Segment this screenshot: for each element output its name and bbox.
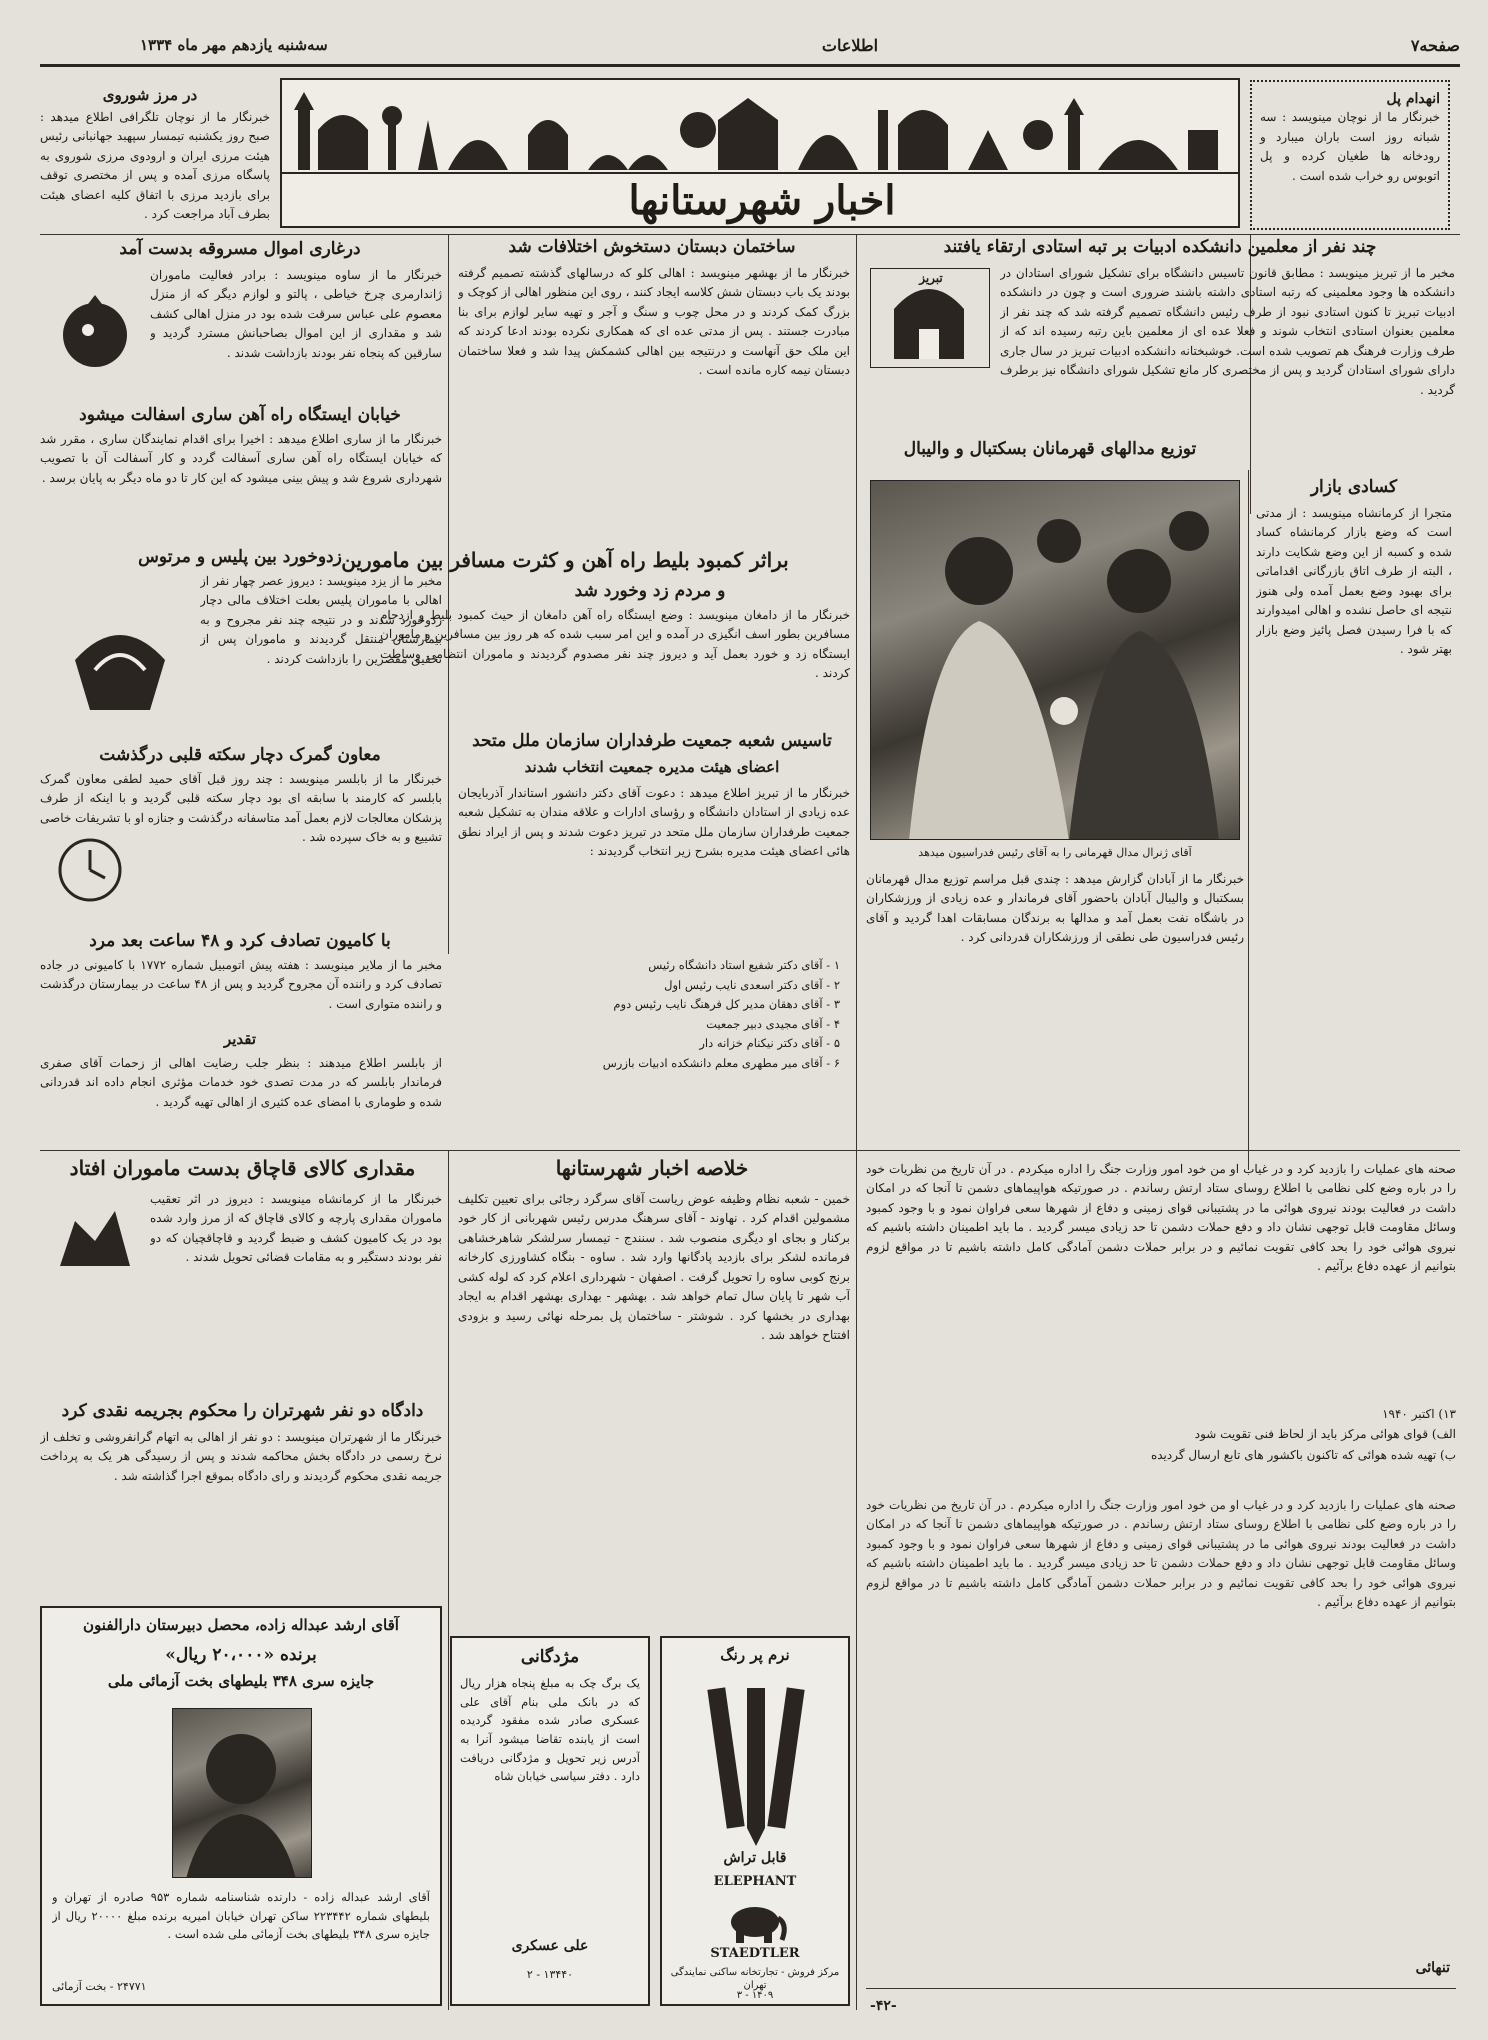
right-list-item: ب) تهیه شده هوائی که تاکنون باکشور های تابع ارسال گردیده: [1150, 1447, 1456, 1462]
saveh-logo: [50, 280, 140, 380]
railway-road-body: خبرنگار ما از ساری اطلاع میدهد : اخیرا برای اقدام نمایندگان ساری ، مقرر شد که خیابان ایستگاه راه آهن ساری آسفالت گردد و کار آسفالت آن با تصویب شهرداری شروع شد و پیش بینی میشود که این کار تا دو ماه دیگر به پایان برسد .: [40, 432, 442, 485]
court-title: دادگاه دو نفر شهرتران را محکوم بجریمه نقدی کرد: [61, 1401, 424, 1421]
school-body: خبرنگار ما از بهشهر مینویسد : اهالی کلو که درسالهای گذشته تصمیم گرفته بودند یک باب دبستان شش کلاسه ایجاد کنند ، روی این منظور اهالی از کوچک و بزرگ کمک کردند و در محل چوب و سنگ و آجر و تهیه سایر لوازم برای بنا مبادرت جستند . پس از مدتی عده ای که همکاری نکرده بودند ادعا کردند که این ملک حق آنهاست و درنتیجه بین اهالی کشمکش پیدا شد و فعلا ساختمان دبستان نیمه کاره مانده است .: [458, 266, 850, 378]
issue-date: سه‌شنبه یازدهم مهر ماه ۱۳۳۴: [140, 36, 328, 54]
railway-road-title: خیابان ایستگاه راه آهن ساری اسفالت میشود: [79, 405, 401, 425]
sports-title: توزیع مدالهای قهرمانان بسکتبال و والیبال: [903, 439, 1197, 459]
summary-title: خلاصه اخبار شهرستانها: [555, 1156, 749, 1180]
mozhdegani-signature: علی عسکری: [511, 1938, 589, 1954]
handshake-photo-icon: [870, 481, 1239, 840]
masthead-title: اخبار شهرستانها: [628, 177, 896, 224]
paper-name: اطلاعات: [821, 36, 879, 55]
bridge-title: انهدام پل: [1386, 91, 1440, 107]
un-members-list: [470, 956, 840, 1086]
contraband-title: مقداری کالای قاچاق بدست ماموران افتاد: [69, 1156, 416, 1180]
pomegranate-icon: [50, 280, 140, 380]
pencil-maker: STAEDTLER: [710, 1946, 800, 1961]
lottery-ad: [40, 1606, 442, 2006]
pencil-ad: [660, 1636, 850, 2006]
court-body: خبرنگار ما از شهرتران مینویسد : دو نفر از اهالی به اتهام گرانفروشی و تخلف از نرخ رسمی در دادگاه بخش محاکمه شدند و پس از رسیدگی هر یک به پرداخت جریمه نقدی محکوم گردیدند و رای دادگاه بموقع اجرا گذاشته شد .: [40, 1430, 442, 1483]
thanks-body: از بابلسر اطلاع میدهند : بنظر جلب رضایت اهالی از زحمات آقای صفری فرماندار بابلسر که در مدت تصدی خود خدمات مؤثری انجام داده اند قدردانی شده و طوماری با امضای عده کثیری از اهالی تهیه گردید .: [40, 1056, 442, 1109]
pencil-footer: مرکز فروش - تجارتخانه ساکنی نمایندگی تهران: [670, 1967, 840, 1991]
elephant-icon: [720, 1894, 790, 1944]
un-member: ۱ - آقای دکتر شفیع استاد دانشگاه رئیس: [648, 958, 840, 972]
un-member: ۵ - آقای دکتر نیکنام خزانه دار: [699, 1036, 840, 1051]
un-body: خبرنگار ما از تبریز اطلاع میدهد : دعوت آقای دکتر دانشور استاندار آذربایجان عده زیادی از استادان دانشگاه و رؤسای ادارات و علاقه مندان به تشکیل شعبه جمعیت طرفداران سازمان ملل متحد در تبریز دعوت شدند و پس از ایراد نطق هائی اعضای هیئت مدیره بشرح زیر انتخاب گردیدند :: [458, 786, 850, 859]
border-body: خبرنگار ما از نوچان تلگرافی اطلاع میدهد : صبح روز یکشنبه تیمسار سپهبد جهانبانی رئیس هیئت مرزی ایران و ارودوی مرزی شوروی به پاسگاه مرزی آمده و پس از مختصری توقف برای بازدید مرزی با اتفاق کلیه اعضای هیئت بطرف آباد مراجعت کرد .: [40, 110, 270, 222]
lottery-code: ۲۴۷۷۱ - بخت آزمائی: [52, 1980, 147, 1993]
un-subtitle: اعضای هیئت مدیره جمعیت انتخاب شدند: [524, 758, 780, 776]
right-article-continued: صحنه های عملیات را بازدید کرد و در غیاب او من خود امور وزارت جنگ را اداره میکردم . در آن تاریخ من نظریات خود را در باره وضع کلی نظامی با اطلاع روسای ستاد ارتش رساندم . در صورتیکه هواپیماهای دشمن تا آنجا که در امکان داشت در فعالیت بودند نیروی هوائی ما در پشتیبانی قوای زمینی و دفاع از شهرها سعی فراوان نمود و با وجود کمبود وسائل مقاومت قابل توجهی نشان داد و دفع حملات دشمن تا حد زیادی میسر گردید . ما باید اطمینان داشته باشیم که نیروی هوائی خود را بحد کافی تقویت نمائیم و در برابر حملات دشمن آمادگی کامل داشته باشیم تا در مواقع لزوم بتوانیم از عهده دفاع برآئیم .: [866, 1498, 1456, 1610]
pencil-brand-top: نرم پر رنگ: [720, 1646, 790, 1664]
right-article-body: صحنه های عملیات را بازدید کرد و در غیاب او من خود امور وزارت جنگ را اداره میکردم . در آن تاریخ من نظریات خود را در باره وضع کلی نظامی با اطلاع روسای ستاد ارتش رساندم . در صورتیکه هواپیماهای دشمن تا آنجا که در امکان داشت در فعالیت بودند نیروی هوائی ما در پشتیبانی قوای زمینی و دفاع از شهرها سعی فراوان نمود و با وجود کمبود وسائل مقاومت قابل توجهی نشان داد و دفع حملات دشمن تا حد زیادی میسر گردید . ما باید اطمینان داشته باشیم که نیروی هوائی خود را بحد کافی تقویت نمائیم و در برابر حملات دشمن آمادگی کامل داشته باشیم تا در مواقع لزوم بتوانیم از عهده دفاع برآئیم .: [866, 1162, 1456, 1274]
isfahan-logo: [60, 600, 180, 730]
kermanshah-emblem-icon: [50, 1196, 140, 1276]
customs-body: خبرنگار ما از بابلسر مینویسد : چند روز قبل آقای حمید لطفی معاون گمرک بابلسر که کارمند با سابقه ای بود دچار سکته قلبی گردید و با اینکه از طرف پزشکان معالجات لازم بعمل آمد متاسفانه درگذشت و جنازه او با تشریفات خاصی تشییع و به خاک سپرده شد .: [40, 772, 442, 845]
bridge-box: [1250, 80, 1450, 230]
right-article-list: [866, 1404, 1456, 1494]
mozhdegani-ad: [450, 1636, 650, 2006]
truck-body: مخبر ما از ملایر مینویسد : هفته پیش اتومبیل شماره ۱۷۷۲ با کامیونی در جاده تصادف کرد و راننده آن مجروح گردید و پس از ۴۸ ساعت در بیمارستان درگذشت و راننده متواری است .: [40, 958, 442, 1011]
mozhdegani-code: ۱۳۴۴۰ - ۲: [526, 1968, 574, 1981]
lottery-body: آقای ارشد عبداله زاده - دارنده شناسنامه شماره ۹۵۳ صادره از تهران و بلیطهای شماره ۲۲۳۴۴۲ ساکن تهران خیابان امیریه برنده مبلغ ۲۰۰۰۰ ریال از جایزه سری ۳۴۸ بلیطهای بخت آزمائی ملی شده است .: [52, 1890, 430, 1942]
summary-body: خمین - شعبه نظام وظیفه عوض ریاست آقای سرگرد رجائی برای تعیین تکلیف مشمولین اقدام کرد . نهاوند - آقای سرهنگ مدرس رئیس شهربانی از کار خود برکنار و بجای او دیگری منصوب شد . سنندج - تیمسار سرلشکر شاهرخشاهی فرمانده لشکر برای بازدید پادگانها وارد شد . ساوه - بنگاه کشاورزی کارخانه برنج کوبی ساوه را تحویل گرفت . اصفهان - شهرداری اعلام کرد که لوله کشی آب شهر تا پایان سال تمام خواهد شد . بهشهر - بهداری بهشهر اقدام به ایجاد بهداری در بخشها کرد . شوشتر - ساختمان پل بمرحله نهائی رسید و بزودی افتتاح خواهد شد .: [458, 1192, 850, 1343]
winner-portrait: [172, 1708, 312, 1878]
collision-title: زدوخورد بین پلیس و مرتوس: [138, 547, 342, 567]
thanks-title: تقدیر: [223, 1030, 257, 1048]
lottery-prize: برنده «۲۰،۰۰۰ ریال»: [165, 1645, 317, 1665]
right-list-item: ۱۳) اکتبر ۱۹۴۰: [1382, 1407, 1456, 1421]
tickets-subtitle: و مردم زد وخورد شد: [574, 581, 726, 601]
bazaar-title: کسادی بازار: [1310, 477, 1398, 497]
un-member: ۶ - آقای میر مطهری معلم دانشکده ادبیات بازرس: [602, 1055, 840, 1070]
kermanshah-logo: [50, 1196, 140, 1276]
mozhdegani-body: یک برگ چک به مبلغ پنجاه هزار ریال که در بانک ملی بنام آقای علی عسکری صادر شده مفقود گردیده است از یابنده تقاضا میشود آنرا به آدرس زیر تحویل و مژدگانی دریافت دارد . دفتر سیاسی خیابان شاه: [460, 1676, 640, 1784]
isfahan-emblem-icon: [60, 600, 180, 730]
right-list-item: الف) قوای هوائی مرکز باید از لحاظ فنی تقویت شود: [1194, 1427, 1456, 1442]
sports-body: خبرنگار ما از آبادان گزارش میدهد : چندی قبل مراسم توزیع مدال قهرمانان بسکتبال و والیبال آبادان باحضور آقای فرماندار و عده زیادی از ورزشکاران در باشگاه نفت بعمل آمد و مدالها به برندگان مسابقات اهدا گردید و آقای رئیس فدراسیون طی نطقی از ورزشکاران قدردانی کرد .: [866, 872, 1244, 945]
tabriz-label: تبریز: [919, 271, 943, 285]
un-member: ۳ - آقای دهقان مدیر کل فرهنگ نایب رئیس دوم: [613, 997, 840, 1012]
page-number: -۴۲-: [870, 1998, 897, 2014]
bridge-body: خبرنگار ما از نوچان مینویسد : سه شبانه روز است باران میبارد و رودخانه ها طغیان کرده و پل اتوبوس رو خراب شده است .: [1260, 110, 1440, 183]
customs-title: معاون گمرک دچار سکته قلبی درگذشت: [99, 745, 381, 765]
university-body: مخبر ما از تبریز مینویسد : مطابق قانون تاسیس دانشگاه برای تشکیل شورای استادان در دانشکده ها وجود معلمینی که رتبه استادی داشته باشند ضروری است و چون در دانشکده ادبیات تبریز تا کنون استادی نبود از طرف رئیس دانشگاه تصمیم گرفته شد که چند نفر از معلمین بعنوان استادی انتخاب شوند و فعلا عده ای از معلمین باین رتبه رسیده اند که از طرف وزارت فرهنگ هم تصویب شده است. خوشبختانه دانشکده ادبیات تبریز در سال جاری دارای شورای استادان گردید و پس از مختصری کار مانع تشکیل شورای دانشگاه نیز برطرف گردید .: [1000, 266, 1455, 397]
contraband-body: خبرنگار ما از کرمانشاه مینویسد : دیروز در اثر تعقیب ماموران مقداری پارچه و کالای قاچاق که از مرز وارد شده بود در یک کامیون کشف و ضبط گردید و قاچاقچیان که دو نفر بودند دستگیر و به مقامات قضائی تحویل شدند .: [150, 1192, 442, 1265]
tabriz-icon-frame: [870, 268, 990, 368]
lottery-series: جایزه سری ۳۴۸ بلیطهای بخت آزمائی ملی: [107, 1672, 375, 1690]
clock-icon: [50, 830, 130, 910]
lottery-title: آقای ارشد عبداله زاده، محصل دبیرستان دارالفنون: [83, 1616, 399, 1634]
masthead-banner: [280, 78, 1240, 228]
mozhdegani-title: مژدگانی: [520, 1647, 580, 1667]
page-label: صفحه۷: [1410, 36, 1460, 55]
goods-title: درغاری اموال مسروقه بدست آمد: [119, 239, 361, 259]
school-title: ساختمان دبستان دستخوش اختلافات شد: [508, 237, 796, 257]
tickets-title: براثر کمبود بلیط راه آهن و کثرت مسافر بین مامورین: [341, 548, 789, 572]
un-member: ۲ - آقای دکتر اسعدی نایب رئیس اول: [664, 977, 840, 992]
pencils-icon: [702, 1678, 812, 1848]
truck-title: با کامیون تصادف کرد و ۴۸ ساعت بعد مرد: [89, 931, 391, 951]
sports-photo: [870, 480, 1240, 840]
sports-caption: آقای ژنرال مدال قهرمانی را به آقای رئیس فدراسیون میدهد: [918, 846, 1192, 859]
goods-body: خبرنگار ما از ساوه مینویسد : برادر فعالیت ماموران ژاندارمری چرخ خیاطی ، پالتو و لوازم دیگر که از منزل معصوم علی عباس سرقت شده بود در منزل اهالی کشف شد و مقداری از این اموال بصاحبانش مسترد گردید و سارقین که پنجاه نفر بودند بازداشت شدند .: [150, 268, 442, 360]
un-title: تاسیس شعبه جمعیت طرفداران سازمان ملل متحد: [472, 731, 832, 751]
portrait-icon: [172, 1709, 311, 1878]
bazaar-body: متجرا از کرمانشاه مینویسد : از مدتی است که وضع بازار کرمانشاه کساد شده و کسبه از این وضع شکایت دارند ، البته از طرف اتاق بازرگانی اقداماتی برای بهبود وضع بعمل آمده ولی هنوز نتیجه ای حاصل نشده و اهالی امیدوارند که با فرا رسیدن فصل پائیز وضع بازار بهتر شود .: [1256, 506, 1452, 657]
pencil-brand-name: ELEPHANT: [713, 1874, 797, 1889]
header-rule: [40, 64, 1460, 67]
tickets-body: خبرنگار ما از دامغان مینویسد : وضع ایستگاه راه آهن دامغان از حیث کمبود بلیط و ازدحام مسافرین بطور اسف انگیزی در آمده و این امر سبب شده که هر روز بین مسافرین و ماموران ایستگاه زد و خورد بعمل آید و دیروز چند نفر مصدوم گردیدند و ماموران انتظامی وساطت کردند .: [380, 608, 850, 681]
clock-logo: [50, 830, 130, 910]
border-title: در مرز شوروی: [102, 86, 198, 104]
un-member: ۴ - آقای مجیدی دبیر جمعیت: [706, 1016, 840, 1031]
pencil-slogan: قابل تراش: [723, 1850, 787, 1866]
pencil-code: ۱۴۰۹ - ۳: [736, 1990, 774, 2001]
collision-body: مخبر ما از یزد مینویسد : دیروز عصر چهار نفر از اهالی با ماموران پلیس بعلت اختلاف مالی دچار زدوخورد شدند و در نتیجه چند نفر مجروح و به بیمارستان منتقل گردیدند و ماموران پس از تحقیق مقصرین را بازداشت کردند .: [200, 574, 442, 666]
right-signature: تنهائی: [1415, 1960, 1450, 1976]
university-title: چند نفر از معلمین دانشکده ادبیات بر تبه استادی ارتقاء یافتند: [943, 237, 1377, 257]
